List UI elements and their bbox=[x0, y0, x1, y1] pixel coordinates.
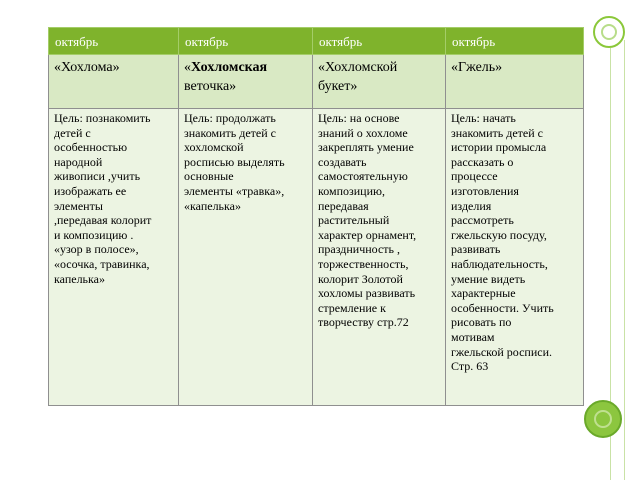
topic-cell-gzhel: «Гжель» bbox=[446, 55, 584, 109]
goal-text-4: Цель: начать знакомить детей с истории промысла рассказать о процессе изготовления изделия рассмотреть гжельскую посуду, развивать наблюдательность, умение видеть характерные особенности. Учить рисовать по мотивам гжельской росписи. Стр. 63 bbox=[451, 111, 554, 374]
header-cell-month-4: октябрь bbox=[446, 28, 584, 55]
header-cell-month-1: октябрь bbox=[49, 28, 179, 55]
decorative-ring-bottom bbox=[584, 400, 622, 438]
topic-cell-khokhloma: «Хохлома» bbox=[49, 55, 179, 109]
goal-cell-4 bbox=[446, 109, 584, 406]
topic-open-quote: « bbox=[184, 60, 191, 75]
goal-row bbox=[49, 109, 584, 406]
lesson-plan-table bbox=[48, 27, 584, 406]
topic-row bbox=[49, 55, 584, 109]
topic-cell-khokhloma-branch bbox=[179, 55, 313, 109]
goal-cell-1 bbox=[49, 109, 179, 406]
goal-text-2: Цель: продолжать знакомить детей с хохломской росписью выделять основные элементы «травка», «капелька» bbox=[184, 111, 285, 213]
goal-cell-3 bbox=[313, 109, 446, 406]
topic-cell-khokhloma-bouquet: «Хохломской букет» bbox=[313, 55, 446, 109]
decorative-ring-top bbox=[593, 16, 625, 48]
header-cell-month-2: октябрь bbox=[179, 28, 313, 55]
table-header-row bbox=[49, 28, 584, 55]
goal-text-3: Цель: на основе знаний о хохломе закреплять умение создавать самостоятельную композицию, передавая растительный характер орнамент, праздничность , торжественность, колорит Золотой хохломы развивать стремление к творчеству стр.72 bbox=[318, 111, 417, 330]
decorative-ring-bottom-inner bbox=[594, 410, 612, 428]
goal-cell-2 bbox=[179, 109, 313, 406]
decorative-ring-top-inner bbox=[601, 24, 617, 40]
header-cell-month-3: октябрь bbox=[313, 28, 446, 55]
decorative-line-right bbox=[624, 40, 625, 480]
goal-text-1: Цель: познакомить детей с особенностью народной живописи ,учить изображать ее элементы ,передавая колорит и композицию . «узор в полосе», «осочка, травинка, капелька» bbox=[54, 111, 152, 286]
topic-bold-word: Хохломская bbox=[191, 60, 268, 75]
topic-rest: веточка» bbox=[184, 79, 237, 94]
